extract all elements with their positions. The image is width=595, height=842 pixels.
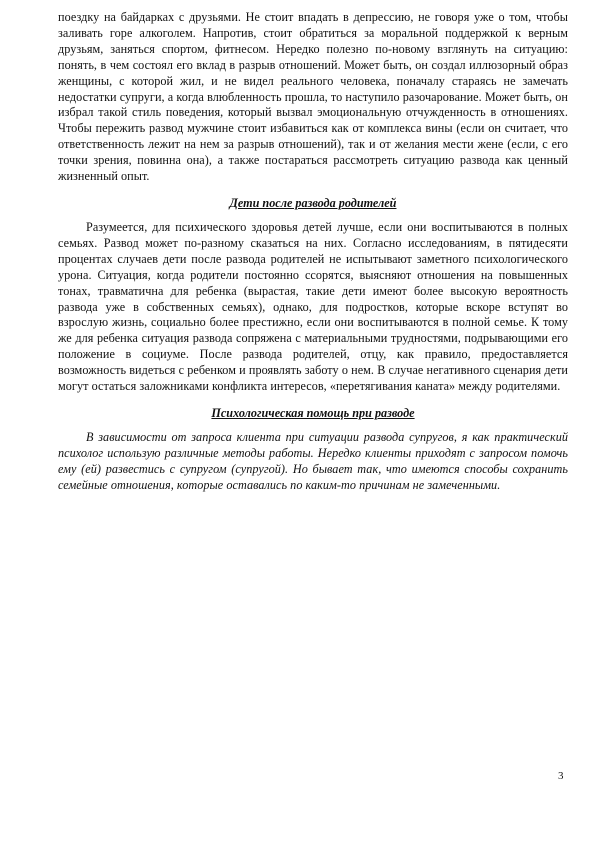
section-heading-children: Дети после развода родителей: [229, 195, 397, 210]
page-number: 3: [558, 770, 564, 782]
paragraph-intro: поездку на байдарках с друзьями. Не стоит впадать в депрессию, не говоря уже о том, чтобы заливать горе алкоголем. Напротив, стоит обратиться за моральной поддержкой к верным друзьям, заняться спортом, фитнесом. Нередко полезно по-новому взглянуть на ситуацию: понять, в чем состоял его вклад в разрыв отношений. Может быть, он создал иллюзорный образ женщины, с которой жил, и не видел реального человека, поначалу стараясь не замечать недостатки супруги, а когда влюбленность прошла, то наступило разочарование. Может быть, он избрал такой стиль поведения, который вызвал эмоциональную отчужденность в отношениях. Чтобы пережить развод мужчине стоит избавиться как от комплекса вины (если он считает, что ответственность лежит на нем за разрыв отношений), так и от желания мести жене (если, с его точки зрения, повинна она), а также постараться рассмотреть ситуацию развода как ценный жизненный опыт.: [58, 10, 568, 184]
paragraph-children: Разумеется, для психического здоровья детей лучше, если они воспитываются в полных семьях. Развод может по-разному сказаться на них. Согласно исследованиям, в пятидесяти процентах случаев дети после развода родителей не испытывают заметного психологического урона. Ситуация, когда родители постоянно ссорятся, выясняют отношения на повышенных тонах, травматична для ребенка (вырастая, такие дети имеют более высокую вероятность развода уже в собственных семьях), однако, для подростков, которые вскоре вступят во взрослую жизнь, социально более престижно, если они воспитываются в полной семье. К тому же для ребенка ситуация развода сопряжена с материальными трудностями, подрывающими его положение в социуме. После развода родителей, отцу, как правило, предоставляется возможность видеться с ребенком и проявлять заботу о нем. В случае негативного сценария дети могут остаться заложниками конфликта интересов, «перетягивания каната» между родителями.: [58, 219, 568, 394]
paragraph-help: В зависимости от запроса клиента при ситуации развода супругов, я как практический психолог использую различные методы работы. Нередко клиенты приходят с запросом помочь ему (ей) развестись с супругом (супругой). Но бывает так, что имеются способы сохранить семейные отношения, которые оставались по каким-то причинам не замеченными.: [58, 429, 568, 492]
section-heading-help: Психологическая помощь при разводе: [211, 405, 415, 420]
document-page: [58, 10, 568, 494]
